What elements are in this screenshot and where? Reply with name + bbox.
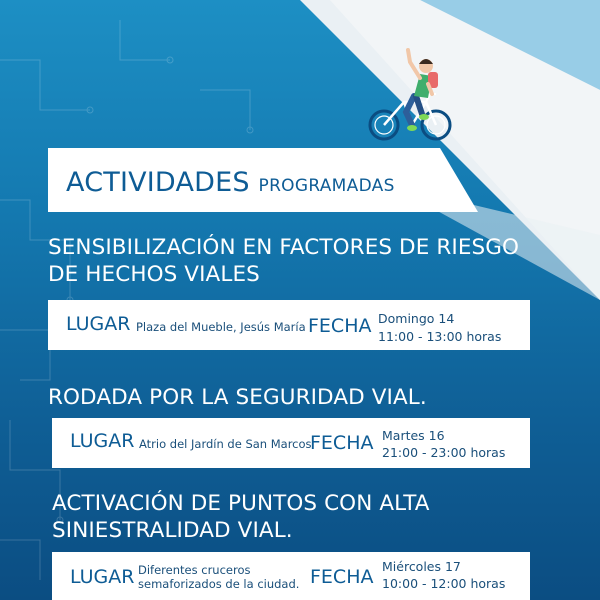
event-1-fecha-time: 11:00 - 13:00 horas — [378, 329, 502, 344]
event-2-title-line1: RODADA POR LA SEGURIDAD VIAL. — [48, 385, 427, 410]
page-title — [66, 167, 395, 198]
event-1-title-line1: SENSIBILIZACIÓN EN FACTORES DE RIESGO — [48, 235, 520, 260]
event-3-lugar-value-line1: Diferentes cruceros — [138, 563, 251, 577]
title-main: ACTIVIDADES — [66, 167, 250, 198]
event-3-fecha-label: FECHA — [310, 566, 374, 588]
event-1-lugar-label: LUGAR — [66, 313, 131, 335]
event-2-lugar-value: Atrio del Jardín de San Marcos — [139, 437, 312, 451]
event-3-lugar-value — [138, 563, 299, 591]
event-1-title — [48, 234, 519, 288]
event-3-lugar-label: LUGAR — [70, 566, 135, 588]
event-3-title-line2: SINIESTRALIDAD VIAL. — [52, 518, 293, 543]
event-3-title — [52, 490, 430, 544]
event-2-fecha-label: FECHA — [310, 432, 374, 454]
event-3-fecha-time: 10:00 - 12:00 horas — [382, 576, 506, 591]
cyclist-illustration — [366, 40, 458, 150]
event-1-lugar-value: Plaza del Mueble, Jesús María — [136, 320, 306, 334]
event-2-title — [48, 384, 427, 411]
event-3-title-line1: ACTIVACIÓN DE PUNTOS CON ALTA — [52, 491, 430, 516]
event-2-fecha-time: 21:00 - 23:00 horas — [382, 445, 506, 460]
event-3-lugar-value-line2: semaforizados de la ciudad. — [138, 577, 300, 591]
event-3-fecha-day: Miércoles 17 — [382, 559, 461, 574]
event-1-fecha-day: Domingo 14 — [378, 311, 455, 326]
event-1-title-line2: DE HECHOS VIALES — [48, 262, 260, 287]
event-2-lugar-label: LUGAR — [70, 430, 135, 452]
event-2-fecha-day: Martes 16 — [382, 428, 445, 443]
event-1-fecha-label: FECHA — [308, 315, 372, 337]
title-secondary: PROGRAMADAS — [258, 176, 395, 196]
